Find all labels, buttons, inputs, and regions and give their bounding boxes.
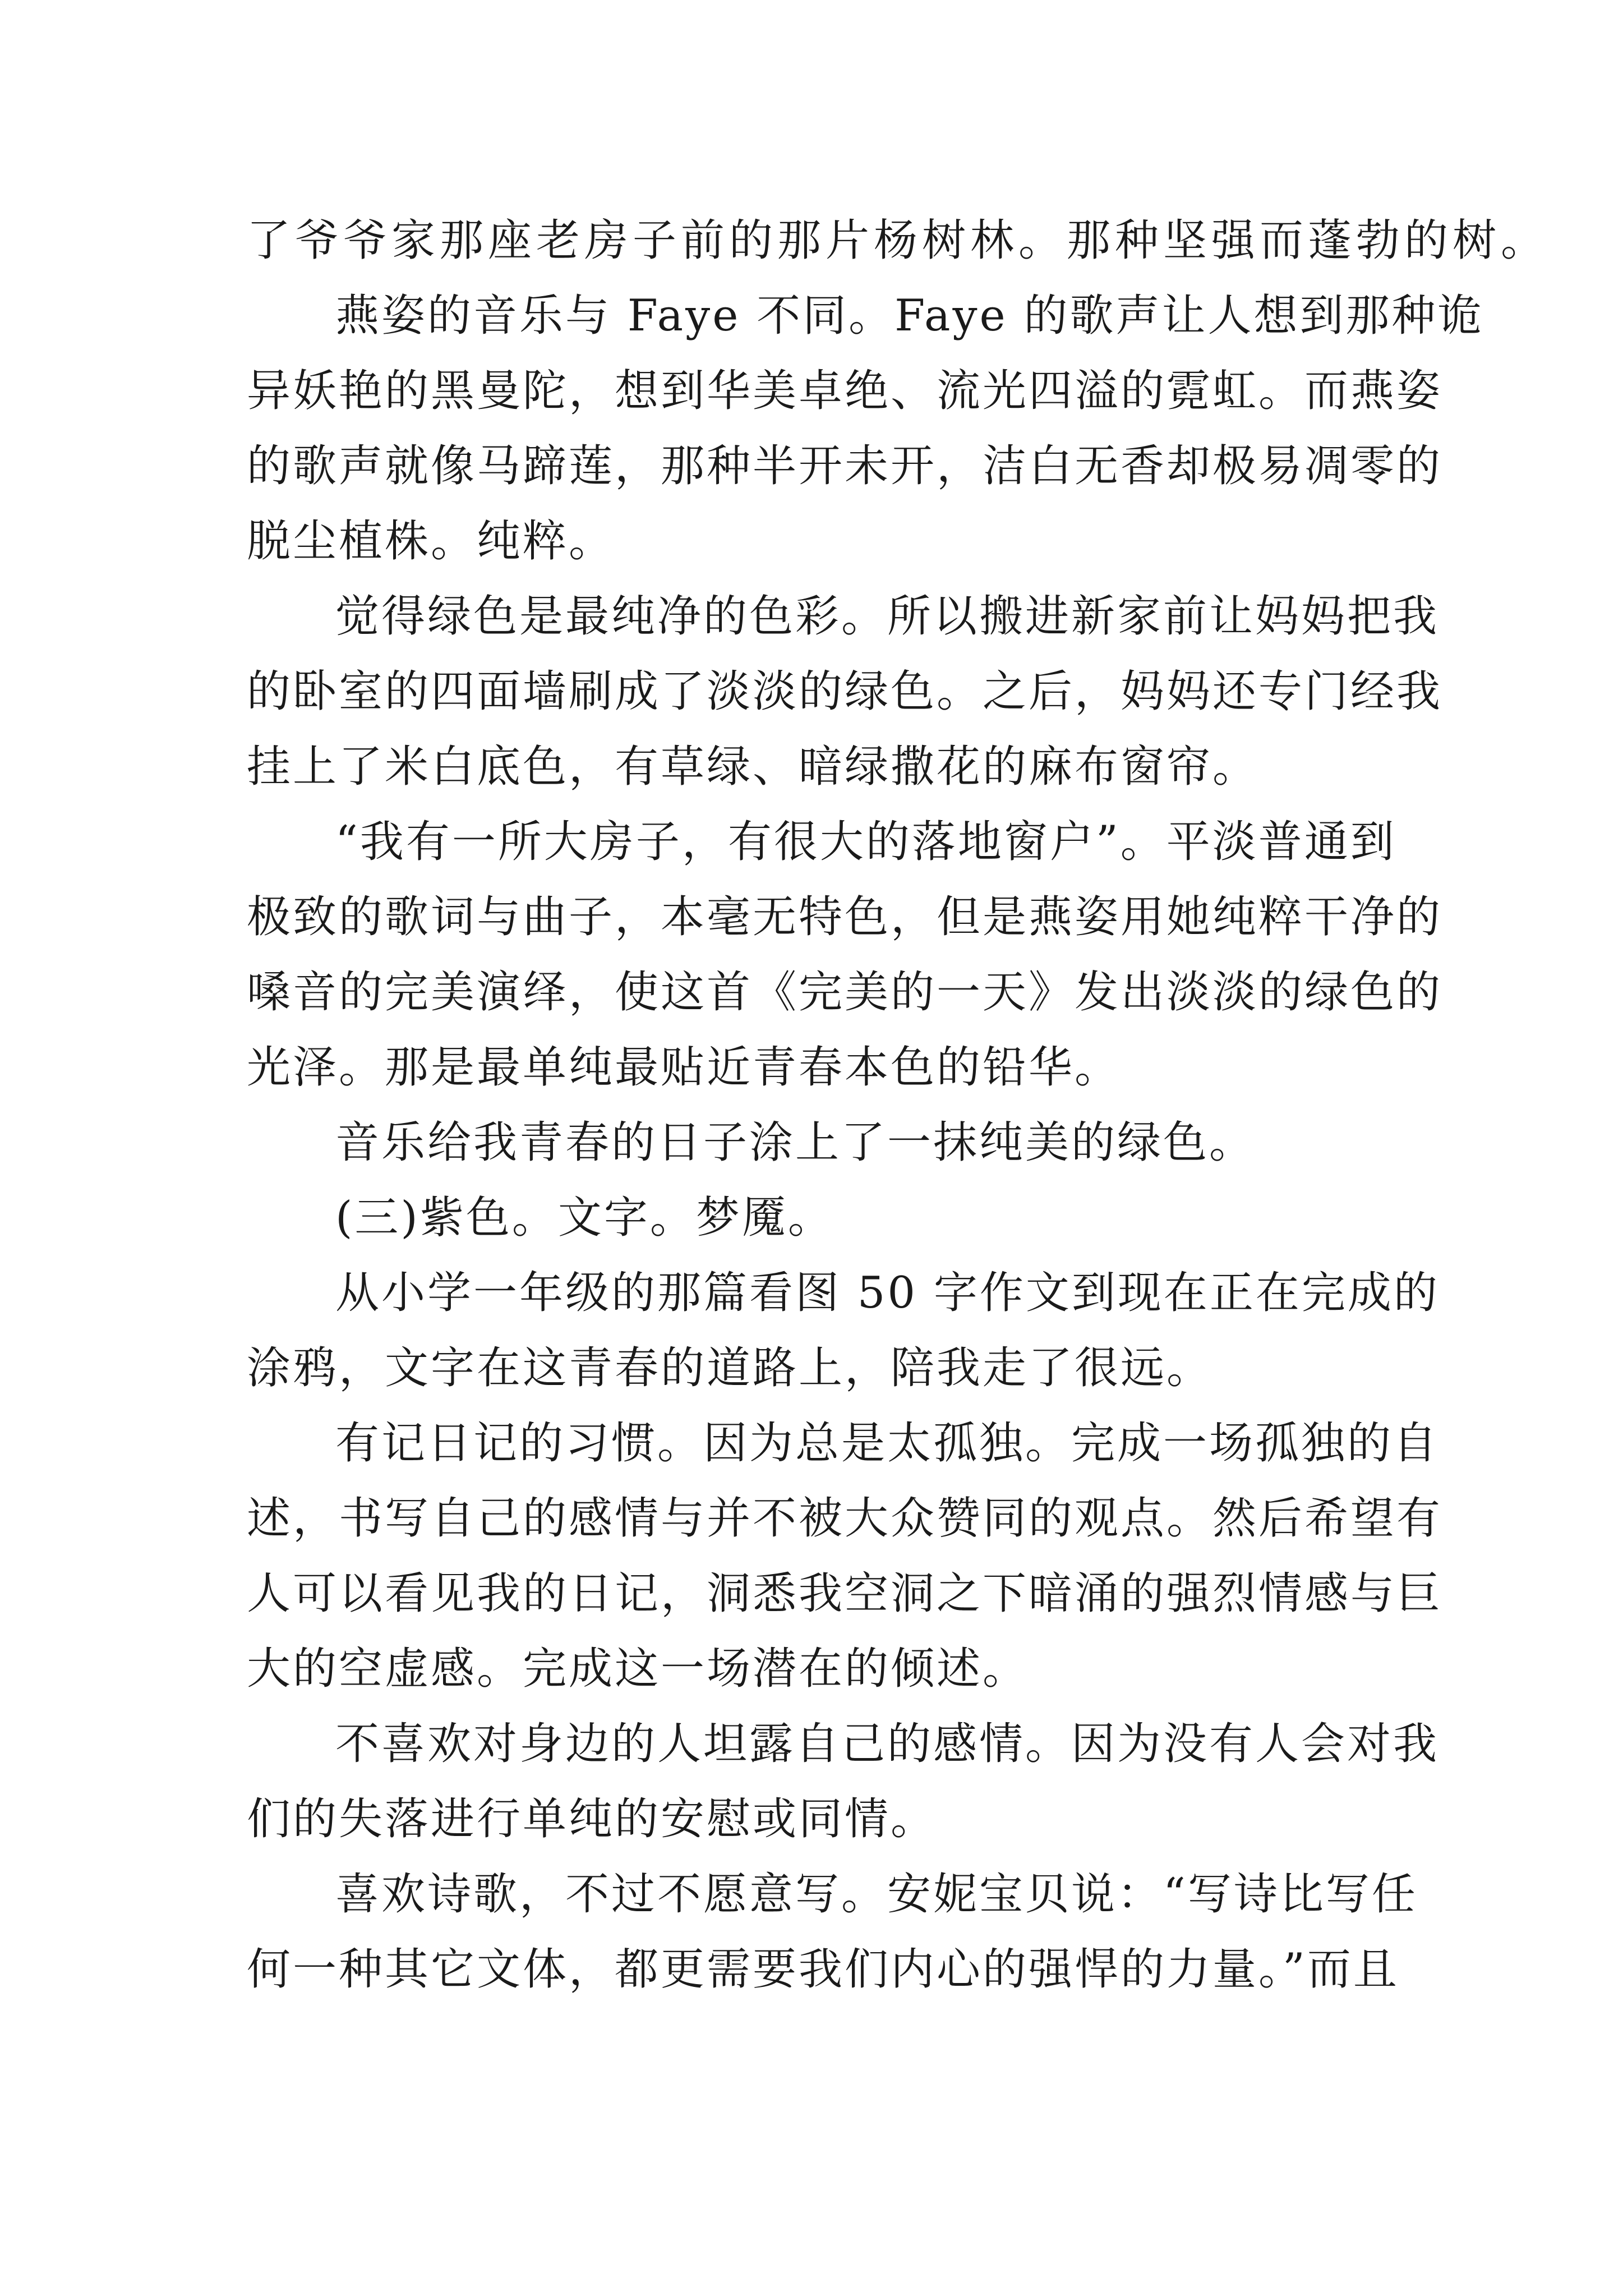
- text-line: 了爷爷家那座老房子前的那片杨树林。那种坚强而蓬勃的树。: [247, 215, 1550, 266]
- paragraph-start-line: 觉得绿色是最纯净的色彩。所以搬进新家前让妈妈把我: [335, 591, 1440, 642]
- text-line: 的卧室的四面墙刷成了淡淡的绿色。之后，妈妈还专门经我: [247, 666, 1443, 717]
- text-line: 何一种其它文体，都更需要我们内心的强悍的力量。”而且: [247, 1944, 1399, 1995]
- text-line: 嗓音的完美演绎，使这首《完美的一天》发出淡淡的绿色的: [247, 967, 1443, 1018]
- text-line: 挂上了米白底色，有草绿、暗绿撒花的麻布窗帘。: [247, 742, 1259, 792]
- text-line: 异妖艳的黑曼陀，想到华美卓绝、流光四溢的霓虹。而燕姿: [247, 366, 1443, 416]
- paragraph-start-line: 音乐给我青春的日子涂上了一抹纯美的绿色。: [335, 1117, 1256, 1168]
- paragraph-start-line: 不喜欢对身边的人坦露自己的感情。因为没有人会对我: [335, 1719, 1440, 1769]
- text-line: 涂鸦，文字在这青春的道路上，陪我走了很远。: [247, 1343, 1213, 1393]
- paragraph-start-line: “我有一所大房子，有很大的落地窗户”。平淡普通到: [335, 817, 1396, 867]
- paragraph-start-line: 燕姿的音乐与 Faye 不同。Faye 的歌声让人想到那种诡: [335, 291, 1484, 341]
- text-line: 人可以看见我的日记，洞悉我空洞之下暗涌的强烈情感与巨: [247, 1568, 1443, 1619]
- text-line: 述，书写自己的感情与并不被大众赞同的观点。然后希望有: [247, 1493, 1443, 1544]
- paragraph-start-line: 有记日记的习惯。因为总是太孤独。完成一场孤独的自: [335, 1418, 1440, 1469]
- text-line: 大的空虚感。完成这一场潜在的倾述。: [247, 1644, 1029, 1694]
- text-line: 极致的歌词与曲子，本毫无特色，但是燕姿用她纯粹干净的: [247, 892, 1443, 942]
- paragraph-start-line: 从小学一年级的那篇看图 50 字作文到现在正在完成的: [335, 1268, 1440, 1318]
- text-line: 光泽。那是最单纯最贴近青春本色的铅华。: [247, 1042, 1121, 1093]
- text-line: 的歌声就像马蹄莲，那种半开未开，洁白无香却极易凋零的: [247, 441, 1443, 491]
- section-heading: (三)紫色。文字。梦魇。: [335, 1193, 834, 1243]
- text-line: 们的失落进行单纯的安慰或同情。: [247, 1794, 937, 1844]
- document-body: [247, 203, 1550, 2007]
- paragraph-start-line: 喜欢诗歌，不过不愿意写。安妮宝贝说：“写诗比写任: [335, 1869, 1418, 1920]
- text-line: 脱尘植株。纯粹。: [247, 516, 615, 567]
